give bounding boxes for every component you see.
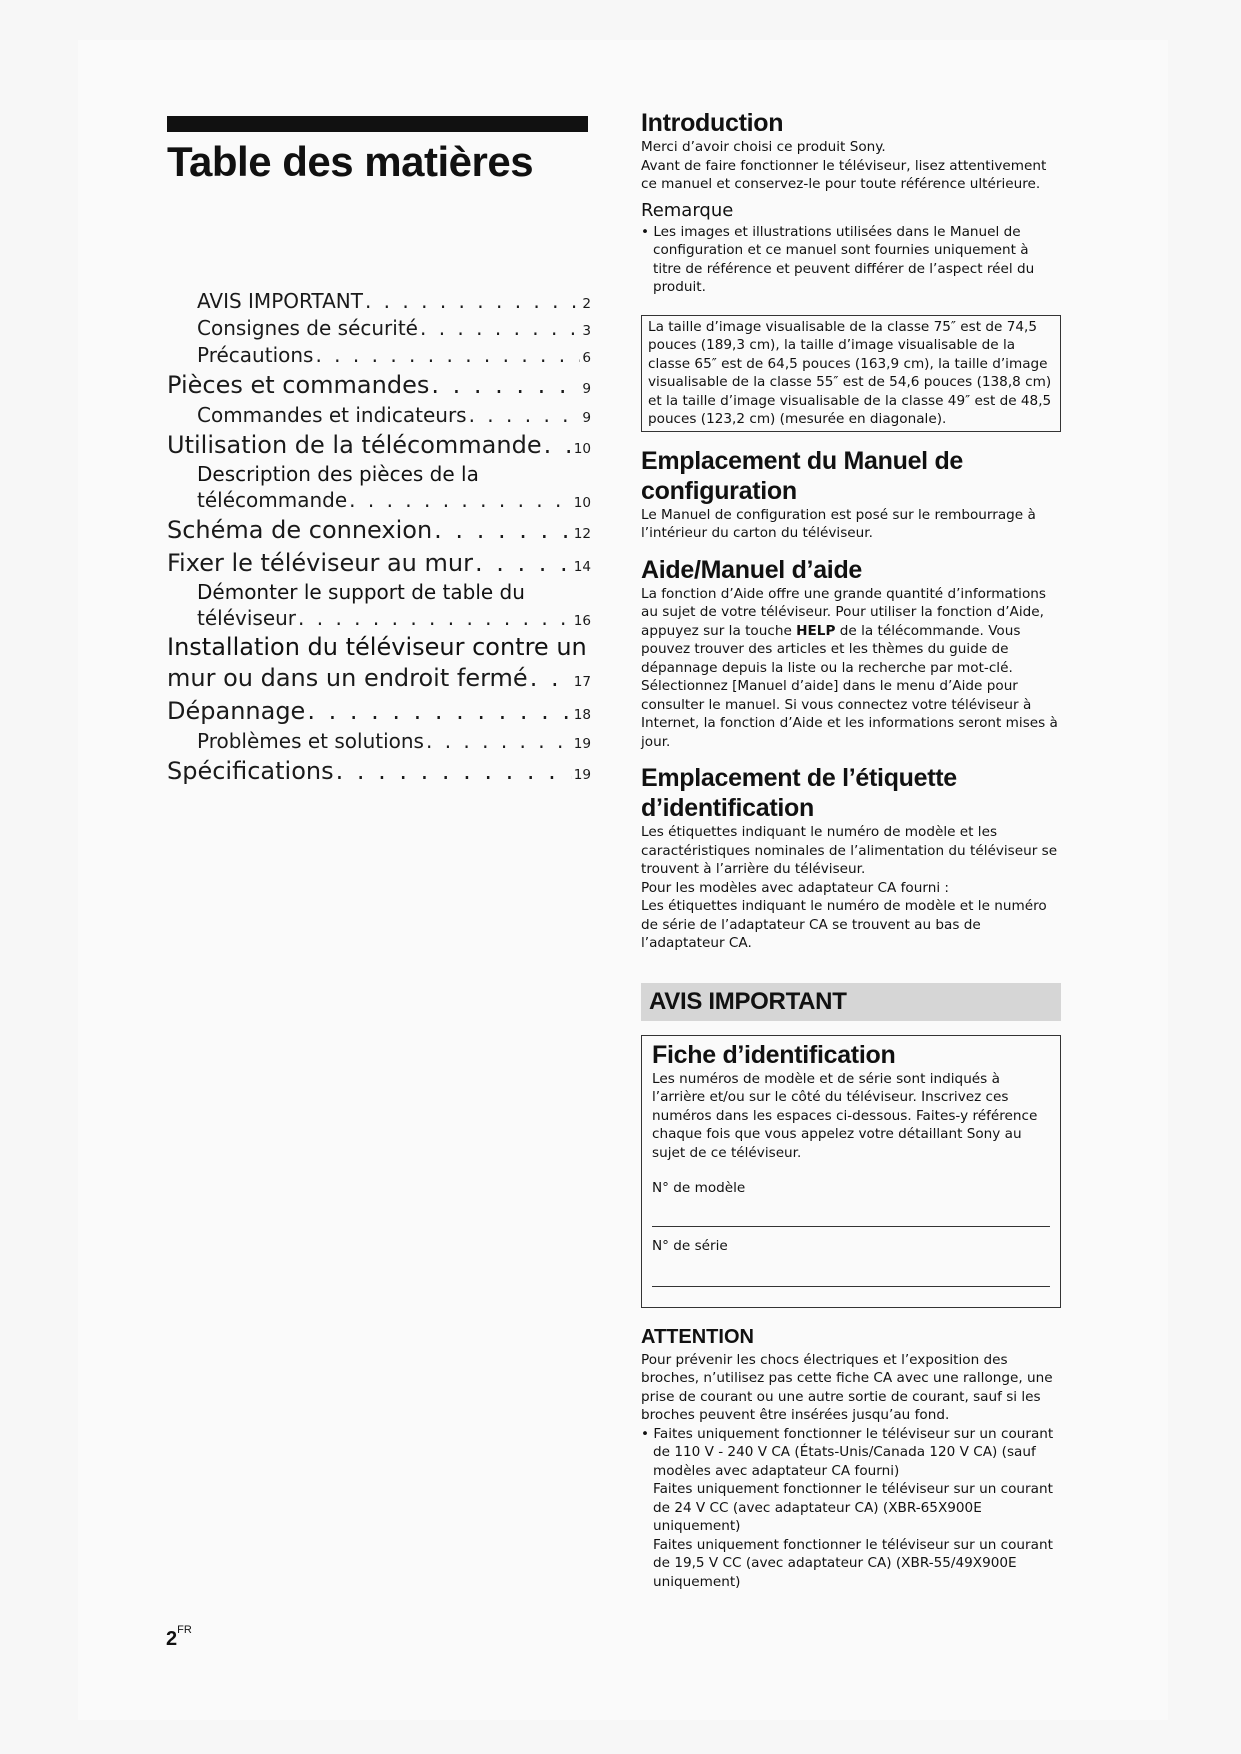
toc-leader-dots — [298, 605, 572, 632]
serial-number-line — [652, 1262, 1050, 1287]
page-lang: FR — [177, 1624, 192, 1637]
remark-heading: Remarque — [641, 199, 734, 221]
toc-page-number: 19 — [573, 767, 591, 783]
label-text-1: Les étiquettes indiquant le numéro de modèle et les caractéristiques nominales de l’alimentation du téléviseur se trouvent à l’arrière du téléviseur. — [641, 824, 1058, 877]
toc-leader-dots — [469, 402, 581, 429]
toc-leader-dots — [434, 514, 572, 547]
toc-entry[interactable] — [167, 728, 591, 755]
size-note-box: La taille d’image visualisable de la classe 75″ est de 74,5 pouces (189,3 cm), la taille d’image visualisable de la classe 65″ est de 64,5 pouces (163,9 cm), la taille d’image visualisable de la classe 55″ est de 54,6 pouces (138,8 cm) et la taille d’image visualisable de la classe 49″ est de 48,5 pouces (123,2 cm) (mesurée en diagonale). — [641, 315, 1061, 432]
right-column — [641, 108, 1061, 1591]
important-heading: AVIS IMPORTANT — [649, 987, 847, 1015]
toc-entry-text: Dépannage — [167, 697, 306, 725]
toc-title: Table des matières — [167, 138, 534, 185]
toc-entry-text: Fixer le téléviseur au mur — [167, 549, 473, 577]
toc-entry-text: Spécifications — [167, 757, 334, 785]
toc-entry-text: AVIS IMPORTANT — [197, 289, 363, 313]
label-text-3: Les étiquettes indiquant le numéro de modèle et le numéro de série de l’adaptateur CA se trouvent au bas de l’adaptateur CA. — [641, 898, 1047, 951]
toc-entry[interactable] — [167, 315, 591, 342]
toc-entry-text: Problèmes et solutions — [197, 729, 424, 753]
help-text-b: de la télécommande. Vous pouvez trouver des articles et les thèmes du guide de dépannage depuis la liste ou la recherche par mot-clé. Sélectionnez [Manuel d’aide] dans le menu d’Aide pour consulter le manuel. Si vous connectez votre téléviseur à Internet, la fonction d’Aide et les informations seront mises à jour. — [641, 622, 1058, 750]
remark-bullet: • Les images et illustrations utilisées dans le Manuel de configuration et ce manuel sont fournies uniquement à titre de référence et peuvent différer de l’aspect réel du produit. — [641, 223, 1035, 295]
toc-page-number: 12 — [573, 526, 591, 542]
toc-entry-line1: Description des pièces de la — [197, 462, 479, 486]
toc-entry-text: Pièces et commandes — [167, 371, 430, 399]
toc-entry[interactable] — [167, 662, 591, 695]
help-heading: Aide/Manuel d’aide — [641, 555, 863, 584]
attention-text: Pour prévenir les chocs électriques et l’exposition des broches, n’utilisez pas cette fiche CA avec une rallonge, une prise de courant ou une autre sortie de courant, sauf si les broches peuvent être insérées jusqu’au fond. — [641, 1351, 1053, 1423]
toc-leader-dots — [307, 695, 571, 728]
toc-leader-dots — [365, 288, 580, 315]
toc-entry[interactable] — [167, 605, 591, 632]
model-number-line — [652, 1202, 1050, 1227]
toc-page-number: 16 — [573, 613, 591, 629]
id-card-box — [641, 1035, 1061, 1308]
intro-heading: Introduction — [641, 109, 784, 137]
id-card-heading: Fiche d’identification — [652, 1040, 896, 1069]
toc-entry[interactable] — [167, 514, 591, 547]
serial-number-label: N° de série — [652, 1238, 728, 1254]
toc-page-number: 14 — [573, 559, 591, 575]
toc-leader-dots — [544, 429, 572, 462]
label-heading: Emplacement de l’étiquette d’identification — [641, 764, 957, 822]
toc-page-number: 17 — [573, 674, 591, 690]
toc-leader-dots — [530, 662, 572, 695]
help-text — [641, 585, 1061, 752]
toc-entry[interactable] — [167, 369, 591, 402]
label-text-2: Pour les modèles avec adaptateur CA fourni : — [641, 879, 949, 896]
toc-entry-text: Consignes de sécurité — [197, 316, 418, 340]
setup-heading: Emplacement du Manuel de configuration — [641, 446, 964, 505]
help-key: HELP — [796, 622, 836, 639]
page-number — [166, 1624, 192, 1651]
toc-entry[interactable] — [167, 755, 591, 788]
toc-page-number: 10 — [573, 495, 591, 511]
attention-heading: ATTENTION — [641, 1325, 754, 1348]
toc-page-number: 9 — [582, 381, 591, 397]
toc-entry-text: Commandes et indicateurs — [197, 403, 467, 427]
toc-page-number: 10 — [573, 441, 591, 457]
toc-page-number: 6 — [582, 350, 591, 366]
toc-leader-dots — [475, 547, 572, 580]
toc-entry[interactable] — [167, 288, 591, 315]
toc-entry[interactable] — [167, 429, 591, 462]
toc-leader-dots — [431, 369, 580, 402]
setup-text: Le Manuel de configuration est posé sur le rembourrage à l’intérieur du carton du téléviseur. — [641, 506, 1036, 541]
toc-entry-text: téléviseur — [197, 606, 297, 630]
id-card-text: Les numéros de modèle et de série sont indiqués à l’arrière et/ou sur le côté du téléviseur. Inscrivez ces numéros dans les espaces ci-dessous. Faites-y référence chaque fois que vous appelez votre détaillant Sony au sujet de ce téléviseur. — [652, 1070, 1038, 1161]
toc-page-number: 19 — [573, 736, 591, 752]
toc-page-number: 18 — [573, 707, 591, 723]
toc-entry-text: télécommande — [197, 488, 348, 512]
toc-entry[interactable] — [167, 487, 591, 514]
attention-bullet-2: Faites uniquement fonctionner le téléviseur sur un courant de 24 V CC (avec adaptateur CA) (XBR-65X900E uniquement) — [653, 1481, 1053, 1534]
table-of-contents — [167, 288, 591, 788]
toc-entry-line1: Démonter le support de table du — [197, 580, 525, 604]
attention-bullet-1: • Faites uniquement fonctionner le téléviseur sur un courant de 110 V - 240 V CA (États-Unis/Canada 120 V CA) (sauf modèles avec adaptateur CA fourni) — [641, 1425, 1054, 1479]
toc-page-number: 2 — [582, 296, 591, 312]
attention-bullet-3: Faites uniquement fonctionner le téléviseur sur un courant de 19,5 V CC (avec adaptateur CA) (XBR-55/49X900E uniquement) — [653, 1536, 1053, 1590]
important-band — [641, 983, 1061, 1021]
toc-entry-text: mur ou dans un endroit fermé — [167, 664, 528, 692]
toc-entry-text: Précautions — [197, 343, 314, 367]
model-number-label: N° de modèle — [652, 1180, 746, 1196]
toc-leader-dots — [336, 755, 572, 788]
toc-entry[interactable] — [167, 695, 591, 728]
toc-page-number: 9 — [582, 410, 591, 426]
intro-text-1: Merci d’avoir choisi ce produit Sony. — [641, 139, 886, 155]
toc-entry[interactable] — [167, 402, 591, 429]
help-text-a: La fonction d’Aide offre une grande quantité d’informations au sujet de votre téléviseur. Pour utiliser la fonction d’Aide, appuyez sur la touche — [641, 585, 1046, 639]
title-rule — [167, 116, 588, 132]
intro-text-2: Avant de faire fonctionner le téléviseur, lisez attentivement ce manuel et conservez-le pour toute référence ultérieure. — [641, 157, 1047, 192]
toc-entry-line1: Installation du téléviseur contre un — [167, 633, 587, 661]
toc-entry-text: Schéma de connexion — [167, 516, 433, 544]
toc-leader-dots — [420, 315, 580, 342]
page-number-value: 2 — [166, 1628, 178, 1650]
toc-leader-dots — [426, 728, 572, 755]
toc-leader-dots — [315, 342, 580, 369]
toc-entry[interactable] — [167, 342, 591, 369]
toc-entry[interactable] — [167, 547, 591, 580]
toc-page-number: 3 — [582, 323, 591, 339]
toc-entry-text: Utilisation de la télécommande — [167, 431, 542, 459]
toc-leader-dots — [349, 487, 572, 514]
